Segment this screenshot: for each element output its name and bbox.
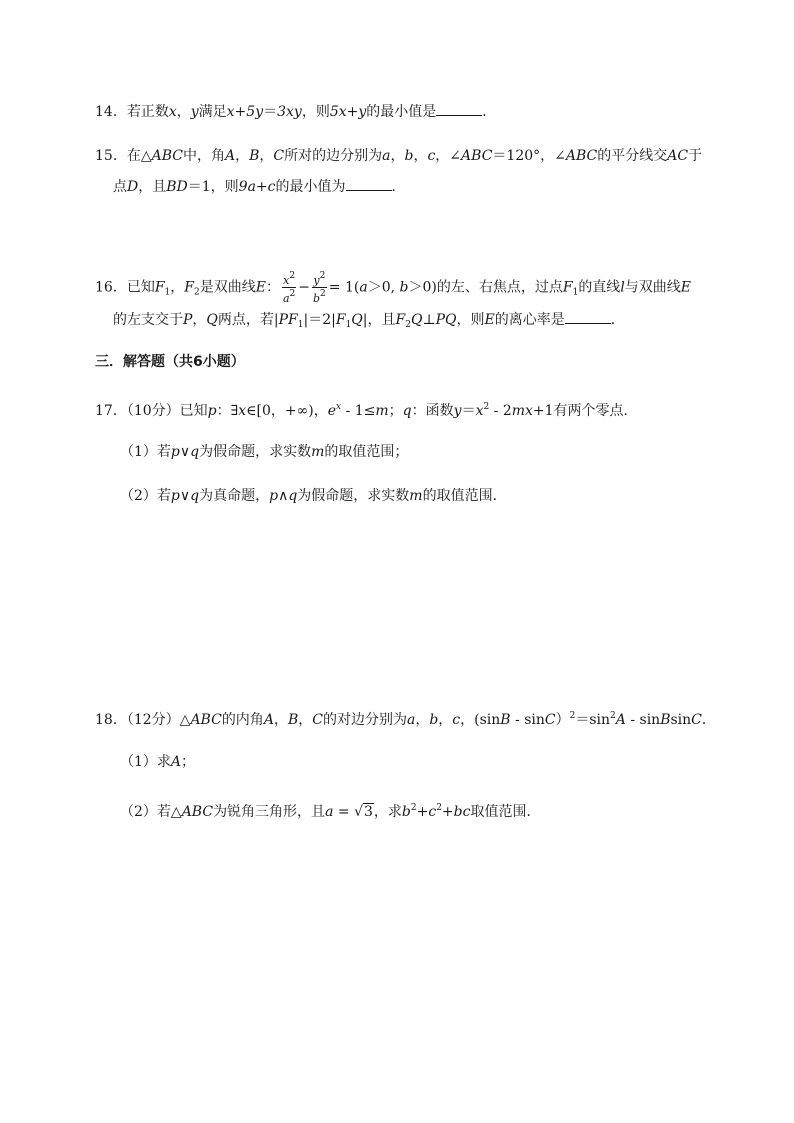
var: B xyxy=(287,712,299,728)
superscript: 2 xyxy=(483,402,490,412)
expr: +bc xyxy=(441,804,471,820)
var: ABC xyxy=(190,712,222,728)
superscript: 2 xyxy=(610,711,616,721)
text: ． xyxy=(610,312,625,328)
text: 于 xyxy=(688,148,703,164)
var: Q xyxy=(351,312,363,328)
var: a xyxy=(406,712,416,728)
text: 为假命题，求实数 xyxy=(199,444,312,460)
text: （2）若 xyxy=(120,488,171,504)
text: = 1( xyxy=(328,279,360,296)
var: c xyxy=(427,148,436,164)
var: mx xyxy=(511,403,533,419)
var: E xyxy=(255,279,266,296)
question-18-part-2 xyxy=(120,798,540,822)
superscript: 2 xyxy=(320,289,326,299)
question-number: 17． xyxy=(95,403,127,419)
superscript: 2 xyxy=(289,289,296,299)
text: ，(sin xyxy=(460,712,501,728)
text: △ xyxy=(179,712,191,728)
var: C xyxy=(273,148,285,164)
text: 已知 xyxy=(179,403,208,419)
text: 为锐角三角形，且 xyxy=(213,804,326,820)
superscript: 2 xyxy=(289,271,296,281)
var: F xyxy=(184,279,194,296)
text: ＝1，则 xyxy=(187,179,239,195)
fraction-x2-a2 xyxy=(282,270,296,305)
var: e xyxy=(327,403,337,419)
text: − xyxy=(298,279,310,296)
subscript: 1 xyxy=(164,287,171,298)
var: ABC xyxy=(565,148,598,164)
var: x xyxy=(238,403,247,419)
answer-blank[interactable] xyxy=(436,101,482,116)
expr: 9a+c xyxy=(238,179,276,195)
var: p xyxy=(269,488,279,504)
text: ： xyxy=(265,279,280,296)
text: ， xyxy=(259,148,274,164)
var: p xyxy=(207,403,217,419)
var: F xyxy=(335,312,346,328)
var: F xyxy=(562,279,573,296)
section-heading: 三．解答题（共6小题） xyxy=(95,354,245,370)
score: （12分） xyxy=(126,712,180,728)
text: ，∠ xyxy=(540,148,566,164)
text: 是双曲线 xyxy=(199,279,256,296)
text: sin xyxy=(670,712,692,728)
answer-blank[interactable] xyxy=(346,176,392,191)
var: a xyxy=(382,148,391,164)
text: ＝sin xyxy=(575,712,611,728)
var: b xyxy=(404,148,414,164)
text: ） xyxy=(555,712,570,728)
text: ， xyxy=(413,148,428,164)
var: c xyxy=(452,712,461,728)
text: ∨ xyxy=(179,444,191,460)
question-17-part-2 xyxy=(120,486,507,506)
question-17 xyxy=(95,397,638,421)
var: x xyxy=(283,274,290,287)
text: ， xyxy=(235,148,250,164)
text: |＝2| xyxy=(303,312,336,328)
question-15-line-2 xyxy=(113,176,406,197)
var: c xyxy=(428,804,437,820)
superscript: 2 xyxy=(436,803,442,813)
text: ， xyxy=(415,712,430,728)
var: x xyxy=(168,104,177,120)
superscript: 2 xyxy=(319,271,326,281)
var: m xyxy=(375,403,389,419)
question-18 xyxy=(95,706,716,730)
text: 点 xyxy=(113,179,127,195)
var: a xyxy=(325,804,334,820)
text: - sin xyxy=(625,712,661,728)
text: ，∠ xyxy=(435,148,462,164)
var: E xyxy=(484,312,495,328)
text: ． xyxy=(391,179,406,195)
subscript: 1 xyxy=(297,320,304,330)
text: - 1≤ xyxy=(341,403,376,419)
text: 的内角 xyxy=(221,712,264,728)
text: 所对的边分别为 xyxy=(284,148,383,164)
text: ，则 xyxy=(456,312,485,328)
var: m xyxy=(311,444,325,460)
var: C xyxy=(691,712,702,728)
text: 与双曲线 xyxy=(624,279,681,296)
subscript: 1 xyxy=(572,287,579,298)
var: q xyxy=(402,403,412,419)
var: q xyxy=(190,444,200,460)
text: |，且 xyxy=(362,312,396,328)
var: a xyxy=(359,279,368,296)
question-number: 14． xyxy=(95,104,127,120)
var: A xyxy=(170,754,182,770)
var: B xyxy=(249,148,260,164)
var: BD xyxy=(166,179,188,195)
superscript: 2 xyxy=(569,711,576,721)
subscript: 1 xyxy=(345,320,352,330)
text: ∧ xyxy=(278,488,289,504)
text: ， xyxy=(273,712,288,728)
question-14 xyxy=(95,101,496,122)
text: 在△ xyxy=(126,148,152,164)
var: AC xyxy=(667,148,689,164)
fraction-y2-b2 xyxy=(312,270,327,305)
text: 的最小值是 xyxy=(366,104,437,120)
text: ＝120° xyxy=(492,148,541,164)
answer-blank[interactable] xyxy=(565,309,611,324)
question-17-part-1 xyxy=(120,442,408,462)
var: l xyxy=(620,279,625,296)
text: 的左、右焦点，过点 xyxy=(436,279,563,296)
var: A xyxy=(263,712,274,728)
text: ； xyxy=(388,403,403,419)
text: ，求 xyxy=(373,804,402,820)
text: 的取值范围； xyxy=(324,444,409,460)
text: ． xyxy=(482,104,497,120)
text: +1有两个零点． xyxy=(532,403,638,419)
text: 满足 xyxy=(198,104,227,120)
text: 若正数 xyxy=(126,104,169,120)
text: ⊥ xyxy=(422,312,436,328)
text: 中，角 xyxy=(182,148,225,164)
question-number: 16． xyxy=(95,279,127,296)
text: ＝ xyxy=(461,403,476,419)
radicand: 3 xyxy=(363,804,373,820)
var: x xyxy=(475,403,484,419)
text: ：∃ xyxy=(216,403,239,419)
var: Q xyxy=(410,312,423,328)
var: Q xyxy=(206,312,218,328)
text: ＞0) xyxy=(408,279,437,296)
text: ， xyxy=(192,312,207,328)
var: P xyxy=(183,312,193,328)
var: B xyxy=(660,712,671,728)
text: 的直线 xyxy=(578,279,621,296)
var: PQ xyxy=(435,312,457,328)
var: y xyxy=(190,104,199,120)
expr: 5x+y xyxy=(329,104,367,120)
text: ． xyxy=(701,712,716,728)
var: p xyxy=(170,444,180,460)
text: - sin xyxy=(510,712,545,728)
var: m xyxy=(409,488,423,504)
text: 已知 xyxy=(126,279,155,296)
text: ； xyxy=(181,754,196,770)
text: ∨ xyxy=(179,488,191,504)
text: ， xyxy=(390,148,405,164)
var: F xyxy=(395,312,406,328)
question-18-part-1 xyxy=(120,752,195,772)
var: p xyxy=(170,488,180,504)
var: b xyxy=(313,292,321,305)
sqrt-3: √3 xyxy=(354,804,373,820)
text: ＞0, xyxy=(367,279,396,296)
text: 的左支交于 xyxy=(113,312,183,328)
question-15-line-1 xyxy=(95,146,702,166)
text: + xyxy=(416,804,429,820)
question-number: 15． xyxy=(95,148,127,164)
var: D xyxy=(127,179,139,195)
var: C xyxy=(544,712,556,728)
text: ， xyxy=(438,712,453,728)
text: 两点，若| xyxy=(217,312,279,328)
text: 的取值范围． xyxy=(422,488,507,504)
text: ∈[0，+∞)， xyxy=(246,403,328,419)
expr: x+5y xyxy=(226,104,264,120)
text: 的平分线交 xyxy=(597,148,668,164)
var: C xyxy=(312,712,323,728)
text: 为假命题，求实数 xyxy=(297,488,410,504)
text: ， xyxy=(298,712,313,728)
text: ：函数 xyxy=(411,403,454,419)
var: q xyxy=(190,488,200,504)
var: F xyxy=(154,279,165,296)
var: x xyxy=(336,402,342,412)
var: B xyxy=(500,712,511,728)
expr: 3xy xyxy=(277,104,302,120)
text: ，且 xyxy=(138,179,167,195)
text: ， xyxy=(170,279,185,296)
var: y xyxy=(453,403,462,419)
question-number: 18． xyxy=(95,712,127,728)
text: （1）求 xyxy=(120,754,171,770)
var: b xyxy=(429,712,439,728)
text: 的最小值为 xyxy=(275,179,346,195)
subscript: 2 xyxy=(405,320,411,330)
text: ＝ xyxy=(263,104,278,120)
var: a xyxy=(282,292,290,305)
var: A xyxy=(224,148,236,164)
text: 的对边分别为 xyxy=(322,712,407,728)
subscript: 2 xyxy=(194,287,200,298)
var: A xyxy=(615,712,626,728)
var: PF xyxy=(278,312,298,328)
text: ，则 xyxy=(301,104,330,120)
var: ABC xyxy=(461,148,493,164)
var: E xyxy=(680,279,692,296)
var: b xyxy=(401,804,411,820)
text: （1）若 xyxy=(120,444,171,460)
text: ， xyxy=(176,104,191,120)
superscript: 2 xyxy=(410,803,417,813)
question-16-line-1 xyxy=(95,270,691,305)
var: b xyxy=(399,279,409,296)
text: （2）若△ xyxy=(120,804,182,820)
text: 取值范围． xyxy=(470,804,541,820)
var: ABC xyxy=(151,148,183,164)
text: - 2 xyxy=(489,403,512,419)
var: y xyxy=(313,274,320,287)
score: （10分） xyxy=(126,403,180,419)
var: q xyxy=(288,488,298,504)
text: = xyxy=(333,804,355,820)
question-16-line-2 xyxy=(113,309,625,335)
text: 为真命题， xyxy=(199,488,270,504)
text: 的离心率是 xyxy=(494,312,565,328)
var: ABC xyxy=(181,804,214,820)
